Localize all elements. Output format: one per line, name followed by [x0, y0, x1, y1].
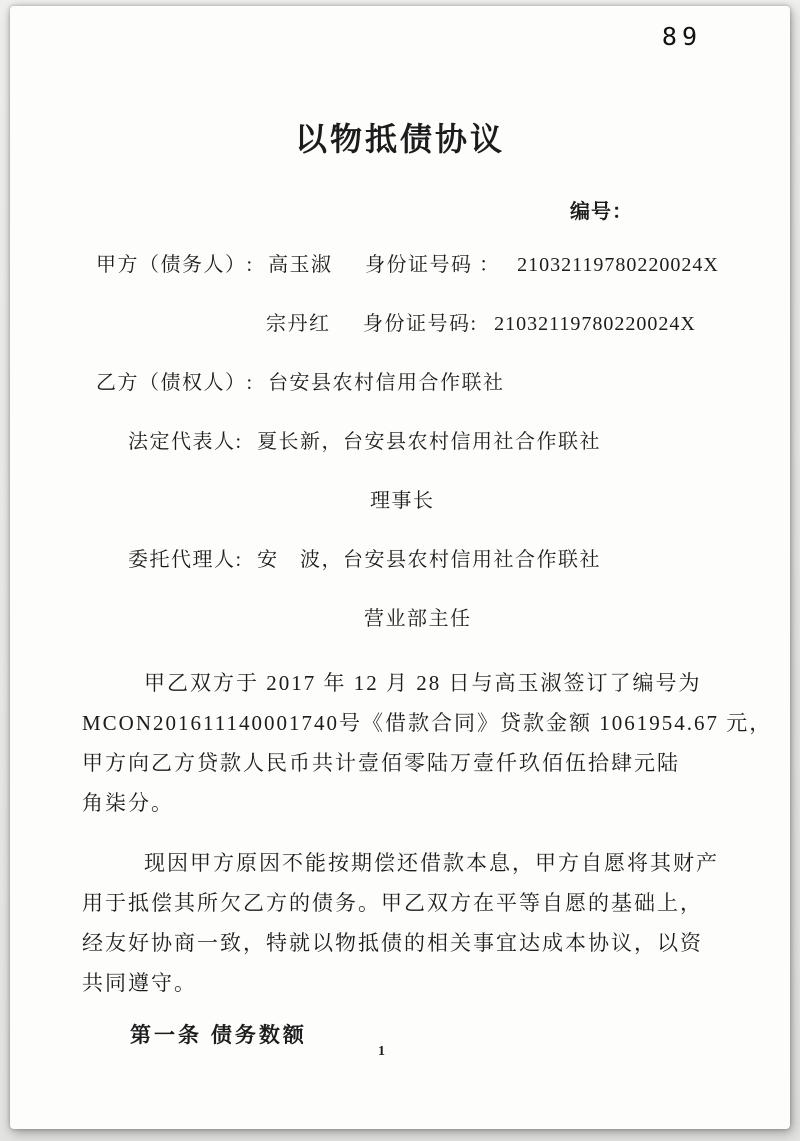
- paragraph-line: 经友好协商一致，特就以物抵债的相关事宜达成本协议，以资: [82, 931, 703, 955]
- reference-number-label: 编号：: [570, 201, 633, 223]
- party-a-row: [96, 250, 790, 280]
- authorized-agent-label: 委托代理人:: [128, 549, 243, 571]
- scanned-document-page: [10, 6, 790, 1129]
- party-a2-name: 宗丹红: [266, 313, 331, 335]
- legal-representative-row: [128, 427, 790, 457]
- parties-section: [96, 250, 790, 634]
- legal-representative-title-row: [370, 486, 790, 516]
- legal-representative-value: 夏长新，台安县农村信用社合作联社: [257, 431, 602, 453]
- party-a-label: 甲方（债务人）:: [96, 254, 254, 276]
- legal-representative-label: 法定代表人:: [128, 431, 243, 453]
- authorized-agent-value: 安 波，台安县农村信用社合作联社: [257, 549, 602, 571]
- authorized-agent-title: 营业部主任: [364, 608, 472, 630]
- paragraph-line: 共同遵守。: [82, 971, 197, 995]
- document-content: [10, 6, 790, 1129]
- paragraph-line: 用于抵偿其所欠乙方的债务。甲乙双方在平等自愿的基础上，: [82, 891, 703, 915]
- paragraph-line: 现因甲方原因不能按期偿还借款本息，甲方自愿将其财产: [144, 851, 719, 875]
- party-b-row: [96, 368, 790, 398]
- paragraph-line: MCON201611140001740号《借款合同》贷款金额 1061954.67 元，: [82, 711, 773, 735]
- legal-representative-title: 理事长: [370, 490, 435, 512]
- party-b-value: 台安县农村信用合作联社: [268, 372, 505, 394]
- party-b-label: 乙方（债权人）:: [96, 372, 254, 394]
- paragraph-line: 角柒分。: [82, 791, 174, 815]
- party-a2-row: [266, 309, 790, 339]
- party-a-id-number: 21032119780220024X: [517, 254, 719, 276]
- footer-page-number: 1: [378, 1044, 385, 1059]
- corner-page-number: 89: [661, 22, 702, 51]
- party-a-id-label: 身份证号码 ：: [365, 254, 501, 276]
- party-a-name: 高玉淑: [268, 254, 333, 276]
- paragraph-line: 甲方向乙方贷款人民币共计壹佰零陆万壹仟玖佰伍拾肆元陆: [82, 751, 680, 775]
- paragraph-loan-background: [82, 663, 790, 823]
- authorized-agent-title-row: [364, 604, 790, 634]
- authorized-agent-row: [128, 545, 790, 575]
- paragraph-agreement-basis: [82, 843, 790, 1003]
- paragraph-line: 甲乙双方于 2017 年 12 月 28 日与高玉淑签订了编号为: [144, 671, 702, 695]
- party-a2-id-number: 21032119780220024X: [494, 313, 696, 335]
- party-a2-id-label: 身份证号码:: [363, 313, 478, 335]
- document-title: 以物抵债协议: [294, 121, 505, 157]
- section-1-heading: 第一条 债务数额: [130, 1024, 307, 1047]
